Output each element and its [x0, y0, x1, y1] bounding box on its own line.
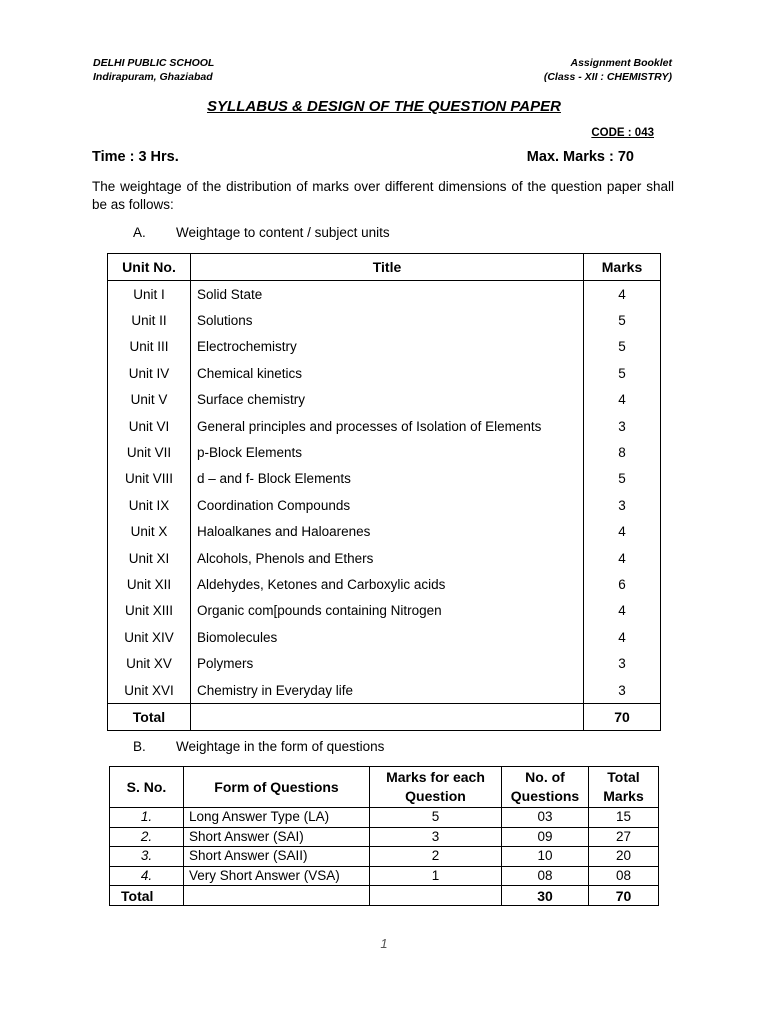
unit-title-cell: Organic com[pounds containing Nitrogen [191, 598, 584, 624]
unit-title-cell: Solid State [191, 281, 584, 308]
table-total-row [110, 886, 659, 906]
table-row [108, 360, 661, 386]
table-row [108, 677, 661, 704]
table-row [108, 492, 661, 518]
booklet-label: Assignment Booklet [570, 57, 672, 69]
total-blank [184, 886, 370, 906]
unit-number-cell: Unit XIII [108, 598, 191, 624]
unit-marks-cell: 4 [584, 281, 661, 308]
total-marks-cell: 27 [589, 827, 659, 847]
column-header-no-questions: No. of Questions [502, 767, 589, 808]
unit-title-cell: p-Block Elements [191, 439, 584, 465]
question-count-cell: 08 [502, 866, 589, 886]
unit-table-body [108, 281, 661, 704]
table-row [108, 387, 661, 413]
unit-marks-cell: 3 [584, 677, 661, 704]
question-count-cell: 03 [502, 808, 589, 828]
section-a-label: A. [133, 225, 146, 240]
serial-number-cell: 3. [110, 847, 184, 867]
header-left [93, 56, 214, 84]
total-marks-value: 70 [584, 704, 661, 731]
unit-number-cell: Unit II [108, 307, 191, 333]
unit-marks-cell: 4 [584, 598, 661, 624]
unit-marks-cell: 4 [584, 387, 661, 413]
table-row [108, 624, 661, 650]
unit-title-cell: Alcohols, Phenols and Ethers [191, 545, 584, 571]
unit-number-cell: Unit XIV [108, 624, 191, 650]
column-header-sno: S. No. [110, 767, 184, 808]
question-weightage-table [109, 766, 659, 906]
question-form-cell: Long Answer Type (LA) [184, 808, 370, 828]
time-duration: Time : 3 Hrs. [92, 149, 179, 165]
table-row [108, 281, 661, 308]
total-label: Total [110, 886, 184, 906]
unit-title-cell: Surface chemistry [191, 387, 584, 413]
total-marks-value: 70 [589, 886, 659, 906]
unit-title-cell: Chemical kinetics [191, 360, 584, 386]
section-b-label: B. [133, 739, 146, 754]
table-header-row [110, 767, 659, 808]
unit-number-cell: Unit XVI [108, 677, 191, 704]
question-form-cell: Very Short Answer (VSA) [184, 866, 370, 886]
total-blank [370, 886, 502, 906]
subject-code: CODE : 043 [591, 127, 654, 139]
question-table-body [110, 808, 659, 886]
unit-title-cell: Polymers [191, 650, 584, 676]
table-row [108, 650, 661, 676]
table-row [110, 808, 659, 828]
section-a-heading [133, 225, 390, 240]
section-b-heading [133, 739, 384, 754]
school-location: Indirapuram, Ghaziabad [93, 71, 213, 83]
table-row [110, 827, 659, 847]
column-header-form: Form of Questions [184, 767, 370, 808]
table-row [108, 413, 661, 439]
page-number: 1 [380, 936, 388, 951]
unit-marks-cell: 4 [584, 545, 661, 571]
unit-number-cell: Unit VII [108, 439, 191, 465]
unit-title-cell: Aldehydes, Ketones and Carboxylic acids [191, 571, 584, 597]
total-marks-cell: 15 [589, 808, 659, 828]
unit-title-cell: Electrochemistry [191, 334, 584, 360]
unit-number-cell: Unit XI [108, 545, 191, 571]
unit-title-cell: Coordination Compounds [191, 492, 584, 518]
table-row [108, 439, 661, 465]
unit-number-cell: Unit IV [108, 360, 191, 386]
school-name: DELHI PUBLIC SCHOOL [93, 57, 215, 69]
table-row [108, 571, 661, 597]
unit-number-cell: Unit VIII [108, 466, 191, 492]
table-row [108, 334, 661, 360]
unit-title-cell: Biomolecules [191, 624, 584, 650]
class-subject: (Class - XII : CHEMISTRY) [543, 71, 672, 83]
total-marks-cell: 20 [589, 847, 659, 867]
total-questions-value: 30 [502, 886, 589, 906]
unit-marks-cell: 4 [584, 624, 661, 650]
column-header-marks: Marks [584, 254, 661, 281]
marks-each-cell: 1 [370, 866, 502, 886]
header-right [544, 56, 672, 84]
serial-number-cell: 2. [110, 827, 184, 847]
unit-title-cell: Haloalkanes and Haloarenes [191, 519, 584, 545]
unit-title-cell: Chemistry in Everyday life [191, 677, 584, 704]
unit-number-cell: Unit IX [108, 492, 191, 518]
unit-number-cell: Unit V [108, 387, 191, 413]
question-count-cell: 10 [502, 847, 589, 867]
unit-weightage-table [107, 253, 661, 731]
table-row [108, 598, 661, 624]
serial-number-cell: 4. [110, 866, 184, 886]
unit-marks-cell: 5 [584, 334, 661, 360]
unit-number-cell: Unit XV [108, 650, 191, 676]
unit-title-cell: d – and f- Block Elements [191, 466, 584, 492]
question-form-cell: Short Answer (SAII) [184, 847, 370, 867]
table-row [108, 545, 661, 571]
document-title: SYLLABUS & DESIGN OF THE QUESTION PAPER [207, 98, 561, 115]
unit-number-cell: Unit I [108, 281, 191, 308]
marks-each-cell: 2 [370, 847, 502, 867]
unit-number-cell: Unit III [108, 334, 191, 360]
question-count-cell: 09 [502, 827, 589, 847]
unit-marks-cell: 3 [584, 413, 661, 439]
unit-marks-cell: 5 [584, 466, 661, 492]
unit-number-cell: Unit VI [108, 413, 191, 439]
table-row [110, 847, 659, 867]
column-header-title: Title [191, 254, 584, 281]
unit-number-cell: Unit X [108, 519, 191, 545]
unit-marks-cell: 5 [584, 360, 661, 386]
time-marks-line [92, 149, 634, 165]
unit-marks-cell: 3 [584, 492, 661, 518]
marks-each-cell: 5 [370, 808, 502, 828]
unit-number-cell: Unit XII [108, 571, 191, 597]
table-row [108, 466, 661, 492]
unit-marks-cell: 8 [584, 439, 661, 465]
total-label: Total [108, 704, 191, 731]
unit-marks-cell: 6 [584, 571, 661, 597]
column-header-marks-each: Marks for each Question [370, 767, 502, 808]
unit-marks-cell: 4 [584, 519, 661, 545]
question-form-cell: Short Answer (SAI) [184, 827, 370, 847]
max-marks: Max. Marks : 70 [526, 149, 634, 165]
column-header-unit: Unit No. [108, 254, 191, 281]
unit-marks-cell: 5 [584, 307, 661, 333]
table-header-row [108, 254, 661, 281]
section-b-text: Weightage in the form of questions [176, 739, 385, 754]
table-row [108, 307, 661, 333]
table-row [110, 866, 659, 886]
unit-title-cell: General principles and processes of Isolation of Elements [191, 413, 584, 439]
total-blank [191, 704, 584, 731]
table-total-row [108, 704, 661, 731]
unit-marks-cell: 3 [584, 650, 661, 676]
column-header-total-marks: Total Marks [589, 767, 659, 808]
intro-paragraph: The weightage of the distribution of marks over different dimensions of the question paper shall be as follows: [92, 179, 674, 212]
table-row [108, 519, 661, 545]
marks-each-cell: 3 [370, 827, 502, 847]
total-marks-cell: 08 [589, 866, 659, 886]
section-a-text: Weightage to content / subject units [176, 225, 390, 240]
unit-title-cell: Solutions [191, 307, 584, 333]
serial-number-cell: 1. [110, 808, 184, 828]
